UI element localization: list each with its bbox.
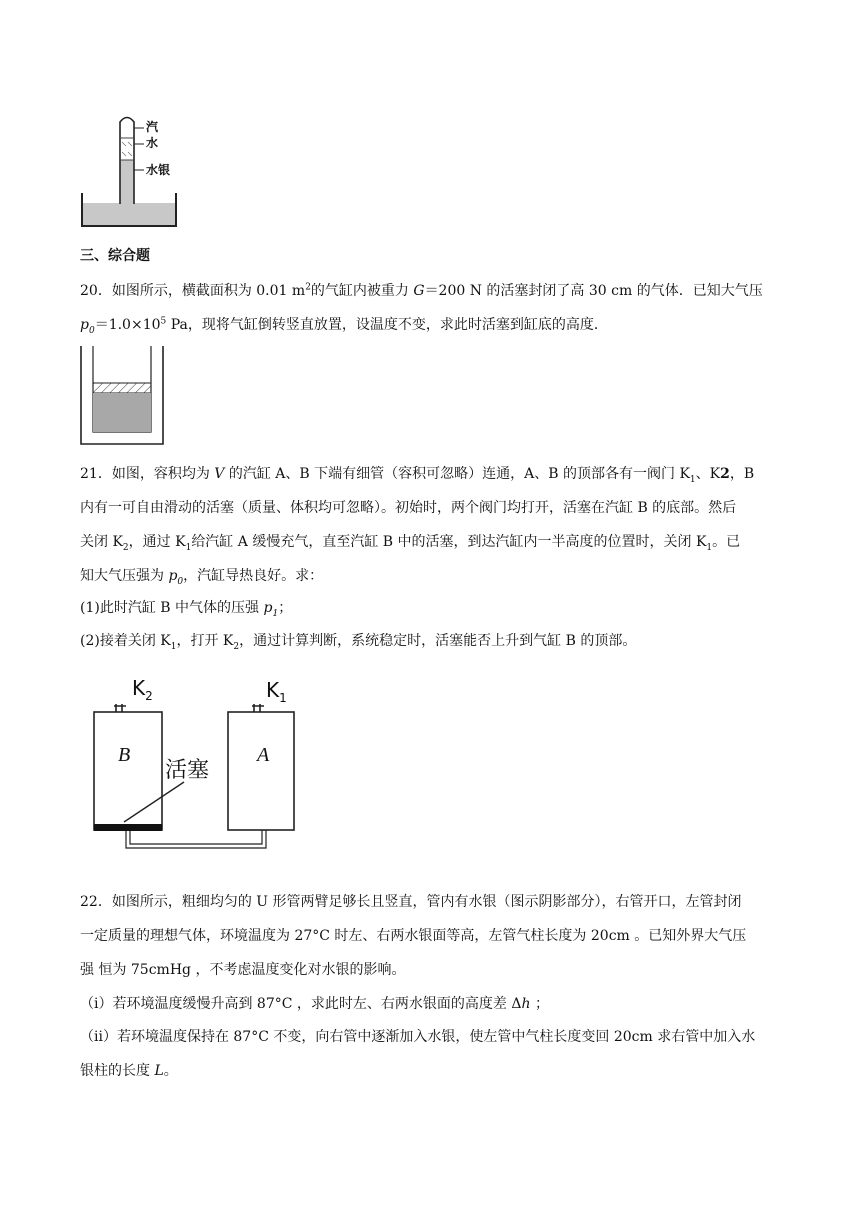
trough-mercury bbox=[82, 203, 176, 226]
q22-line1: 22．如图所示，粗细均匀的 U 形管两臂足够长且竖直，管内有水银（图示阴影部分），右管开口，左管封闭 bbox=[80, 894, 742, 910]
water-hatch bbox=[122, 142, 132, 156]
piston-leader bbox=[124, 782, 184, 822]
piston-b bbox=[94, 824, 162, 831]
q21-item2: (2)接着关闭 $K_1$，打开 $K_2$，通过计算判断，系统稳定时，活塞能否上升到气缸 B 的顶部。 bbox=[80, 633, 637, 652]
q21-item1: (1)此时汽缸 B 中气体的压强 $p_1$； bbox=[80, 600, 293, 619]
section-title: 三、综合题 bbox=[80, 248, 150, 264]
label-k2: $K_2$ bbox=[132, 676, 153, 703]
q22-line5: （ii）若环境温度保持在 87°C 不变，向右管中逐渐加入水银，使左管中气柱长度变回 20cm 求右管中加入水 bbox=[80, 1029, 756, 1045]
valve-k2 bbox=[114, 704, 126, 712]
q20-line2: $p_0=1.0\times 10^5$ Pa，现将气缸倒转竖直放置，设温度不变，求此时活塞到缸底的高度． bbox=[80, 316, 608, 336]
cylinder-b bbox=[94, 712, 162, 830]
label-b: B bbox=[118, 744, 131, 766]
label-k1: $K_1$ bbox=[266, 678, 287, 705]
q22-line6: 银柱的长度 L。 bbox=[80, 1063, 178, 1079]
valve-k1 bbox=[252, 704, 264, 712]
q21-line2: 内有一可自由滑动的活塞（质量、体积均可忽略）。初始时，两个阀门均打开，活塞在汽缸 B 的底部。然后 bbox=[80, 500, 737, 516]
label-piston: 活塞 bbox=[165, 758, 210, 783]
label-water: 水 bbox=[146, 136, 159, 150]
enclosed-gas bbox=[93, 393, 151, 432]
label-gas: 汽 bbox=[146, 120, 159, 134]
q22-line4: （i）若环境温度缓慢升高到 87°C ，求此时左、右两水银面的高度差 Δh ； bbox=[80, 996, 549, 1012]
q21-line1: 21．如图，容积均为 V 的汽缸 A、B 下端有细管（容积可忽略）连通，A、B 的顶部各有一阀门 $K_1$、K2，B bbox=[80, 466, 755, 485]
tube-mercury bbox=[120, 160, 134, 205]
q22-line3: 强 恒为 75cmHg ，不考虑温度变化对水银的影响。 bbox=[80, 962, 406, 978]
q22-line2: 一定质量的理想气体，环境温度为 27°C 时左、右两水银面等高，左管气柱长度为 20cm 。已知外界大气压 bbox=[80, 928, 747, 944]
q20-number: 20． bbox=[80, 283, 112, 299]
tube-trough-figure bbox=[78, 108, 188, 230]
q21-line3: 关闭 $K_2$，通过 $K_1$给汽缸 A 缓慢充气，直至汽缸 B 中的活塞，到达汽缸内一半高度的位置时，关闭 $K_1$。已 bbox=[80, 534, 741, 553]
q21-number: 21． bbox=[80, 466, 112, 482]
connecting-tube bbox=[126, 830, 266, 848]
cylinder-a bbox=[228, 712, 294, 830]
q20-line1: 20．如图所示，横截面积为 0.01 $m^2$的气缸内被重力 G＝200 N 的活塞封闭了高 30 cm 的气体．已知大气压 bbox=[80, 282, 763, 299]
label-a: A bbox=[257, 744, 270, 766]
piston bbox=[93, 383, 151, 393]
q21-line4: 知大气压强为 $p_0$，汽缸导热良好。求： bbox=[80, 568, 324, 587]
label-mercury: 水银 bbox=[146, 163, 171, 177]
cylinder-figure bbox=[80, 346, 164, 446]
q22-number: 22． bbox=[80, 894, 112, 910]
